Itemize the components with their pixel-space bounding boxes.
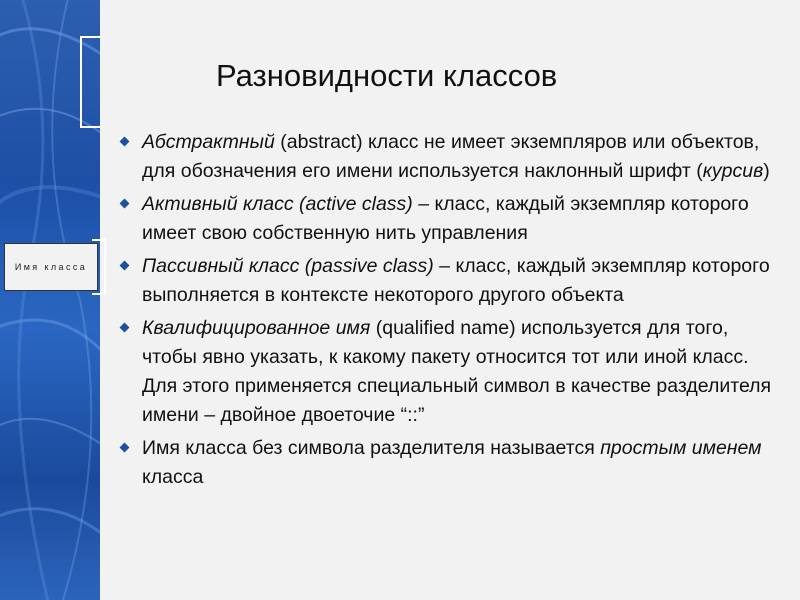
diamond-bullet-icon bbox=[120, 261, 130, 271]
title-bracket-decoration bbox=[80, 36, 100, 128]
bullet-text: – класс, каждый экземпляр которого выполняется в контексте некоторого другого объекта bbox=[142, 255, 770, 306]
bullet-text: Имя класса без символа разделителя называется bbox=[142, 437, 601, 459]
bullet-text: ) bbox=[763, 160, 770, 182]
class-name-box bbox=[4, 243, 98, 291]
bullet-text-italic: Квалифицированное имя bbox=[142, 317, 371, 339]
bullet-list bbox=[118, 128, 778, 496]
bullet-text-italic: курсив bbox=[702, 160, 764, 182]
bullet-text-italic: Активный класс (active class) bbox=[142, 193, 413, 215]
class-name-box-label: Имя класса bbox=[14, 262, 88, 272]
diamond-bullet-icon bbox=[120, 137, 130, 147]
diamond-bullet-icon bbox=[120, 323, 130, 333]
slide-title: Разновидности классов bbox=[216, 58, 558, 93]
bullet-text-italic: простым именем bbox=[600, 437, 762, 459]
bullet-item bbox=[118, 314, 778, 430]
bullet-text-italic: Пассивный класс (passive class) bbox=[142, 255, 434, 277]
name-box-bracket-decoration bbox=[92, 239, 106, 295]
bullet-item bbox=[118, 434, 778, 492]
diamond-bullet-icon bbox=[120, 199, 130, 209]
bullet-item bbox=[118, 190, 778, 248]
bullet-text: (qualified name) используется для того, чтобы явно указать, к какому пакету относится тот или иной класс. Для этого применяется специальный символ в качестве разделителя имени – двойное двоеточие “::” bbox=[142, 317, 772, 426]
diamond-bullet-icon bbox=[120, 443, 130, 453]
bullet-item bbox=[118, 252, 778, 310]
bullet-text: класса bbox=[142, 466, 204, 488]
bullet-text: (abstract) класс не имеет экземпляров или объектов, для обозначения его имени используется наклонный шрифт ( bbox=[142, 131, 760, 182]
bullet-item bbox=[118, 128, 778, 186]
bullet-text-italic: Абстрактный bbox=[142, 131, 275, 153]
bullet-text: – класс, каждый экземпляр которого имеет свою собственную нить управления bbox=[142, 193, 749, 244]
